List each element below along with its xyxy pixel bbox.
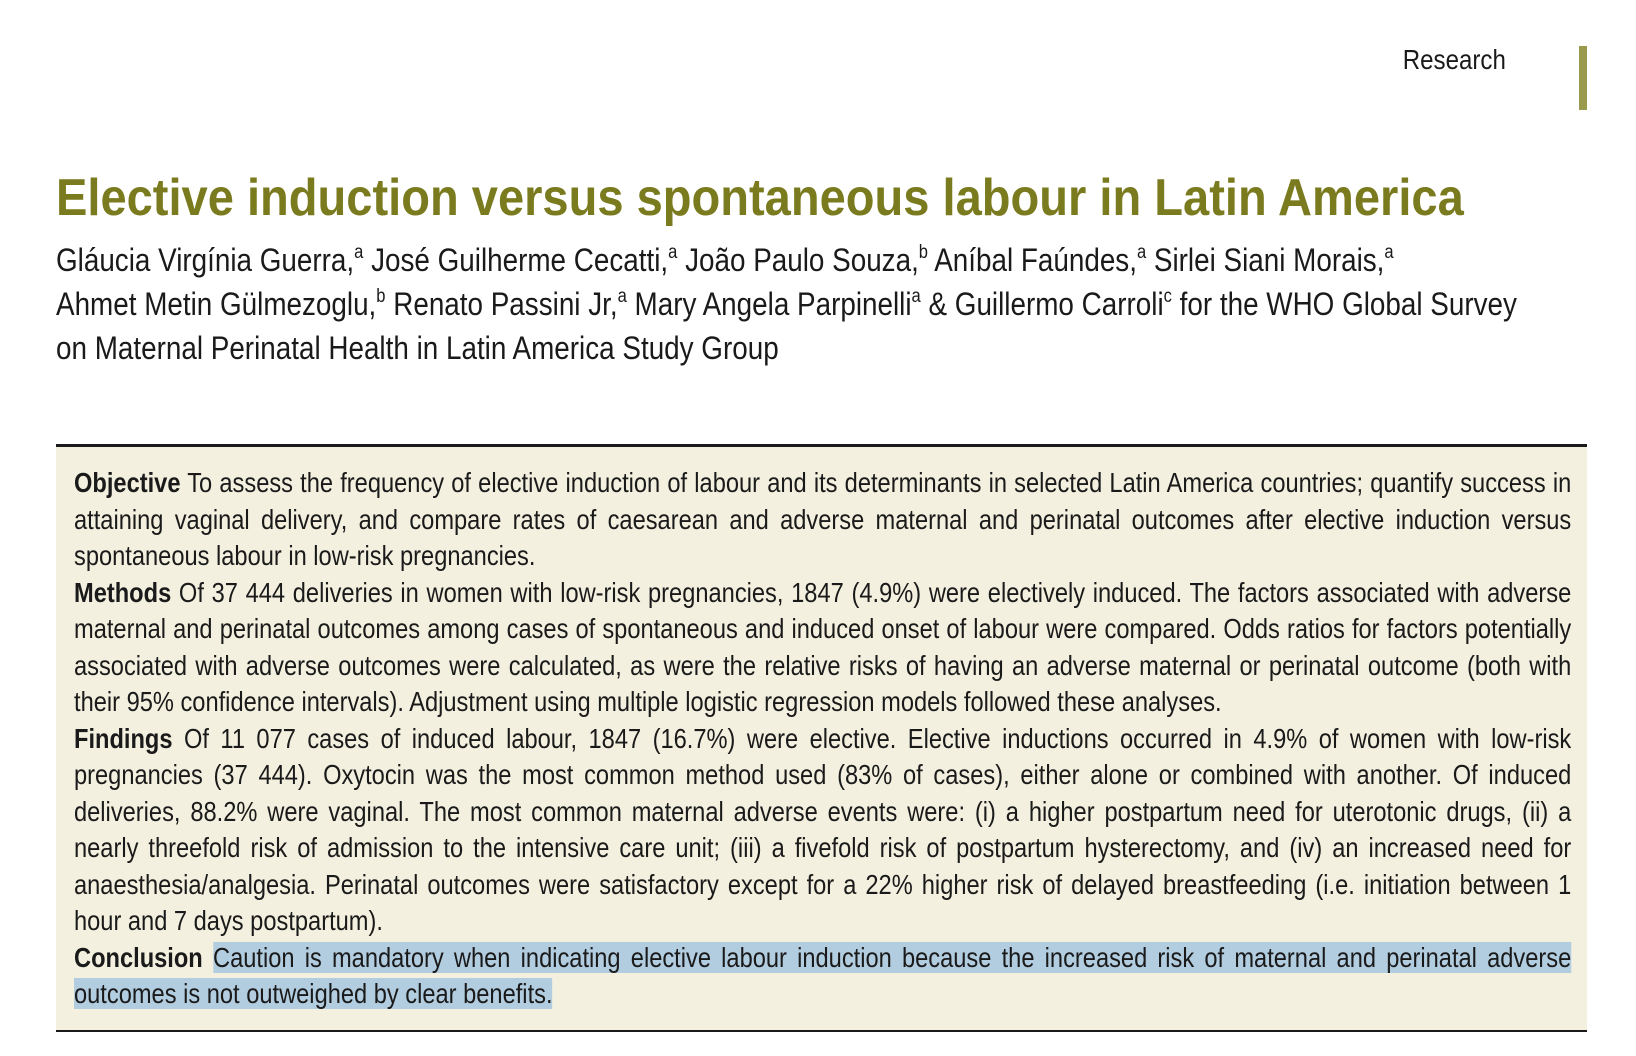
author-affiliation: a xyxy=(617,286,627,307)
author-name: José Guilherme Cecatti, xyxy=(363,242,669,278)
author-name: Gláucia Virgínia Guerra, xyxy=(56,242,355,278)
author-affiliation: c xyxy=(1163,286,1172,307)
author-affiliation: b xyxy=(918,242,929,263)
author-name: Aníbal Faúndes, xyxy=(928,242,1137,278)
abstract-findings xyxy=(74,721,1571,940)
findings-heading: Findings xyxy=(74,722,173,754)
author-name: Ahmet Metin Gülmezoglu, xyxy=(56,286,377,322)
author-name: Mary Angela Parpinelli xyxy=(626,286,912,322)
article-title: Elective induction versus spontaneous labour in Latin America xyxy=(56,169,1464,227)
author-name: Sirlei Siani Morais, xyxy=(1146,242,1385,278)
objective-text: To assess the frequency of elective induction of labour and its determinants in selected Latin America countries; quantify success in attaining vaginal delivery, and compare rates of caesarean and adverse maternal and perinatal outcomes after elective induction versus spontaneous labour in low-risk pregnancies. xyxy=(74,467,1572,571)
author-affiliation: a xyxy=(354,242,364,263)
study-group-suffix: for the WHO Global Survey on Maternal Perinatal Health in Latin America Study Group xyxy=(56,286,1517,366)
abstract-objective xyxy=(74,465,1571,575)
author-affiliation: b xyxy=(376,286,386,307)
author-affiliation: a xyxy=(911,286,921,307)
methods-text: Of 37 444 deliveries in women with low-risk pregnancies, 1847 (4.9%) were electively induced. The factors associated with adverse maternal and perinatal outcomes among cases of spontaneous and induced onset of labour were compared. Odds ratios for factors potentially associated with adverse outcomes were calculated, as were the relative risks of having an adverse maternal or perinatal outcome (both with their 95% confidence intervals). Adjustment using multiple logistic regression models followed these analyses. xyxy=(74,576,1572,717)
objective-heading: Objective xyxy=(74,467,181,498)
author-name: & Guillermo Carroli xyxy=(920,286,1164,322)
abstract-methods xyxy=(74,575,1571,721)
conclusion-heading: Conclusion xyxy=(74,941,203,973)
author-name: Renato Passini Jr, xyxy=(385,286,618,322)
findings-text: Of 11 077 cases of induced labour, 1847 (16.7%) were elective. Elective inductions occurred in 4.9% of women with low-risk pregnancies (37 444). Oxytocin was the most common method used (83% of cases), either alone or combined with another. Of induced deliveries, 88.2% were vaginal. The most common maternal adverse events were: (i) a higher postpartum need for uterotonic drugs, (ii) a nearly threefold risk of admission to the intensive care unit; (iii) a fivefold risk of postpartum hysterectomy, and (iv) an increased need for anaesthesia/analgesia. Perinatal outcomes were satisfactory except for a 22% higher risk of delayed breastfeeding (i.e. initiation between 1 hour and 7 days postpartum). xyxy=(74,722,1572,936)
author-affiliation: a xyxy=(1384,242,1394,263)
abstract-conclusion xyxy=(74,940,1571,1013)
section-accent-bar xyxy=(1579,46,1587,110)
methods-heading: Methods xyxy=(74,576,172,608)
author-name: João Paulo Souza, xyxy=(677,242,919,278)
section-label: Research xyxy=(1402,44,1506,75)
abstract-content xyxy=(74,465,1571,1013)
author-affiliation: a xyxy=(668,242,678,263)
author-list xyxy=(56,238,1552,370)
conclusion-text-highlighted[interactable]: Caution is mandatory when indicating elective labour induction because the increased risk of maternal and perinatal adverse outcomes is not outweighed by clear benefits. xyxy=(74,941,1572,1009)
abstract-box xyxy=(56,444,1587,1032)
author-affiliation: a xyxy=(1136,242,1147,263)
